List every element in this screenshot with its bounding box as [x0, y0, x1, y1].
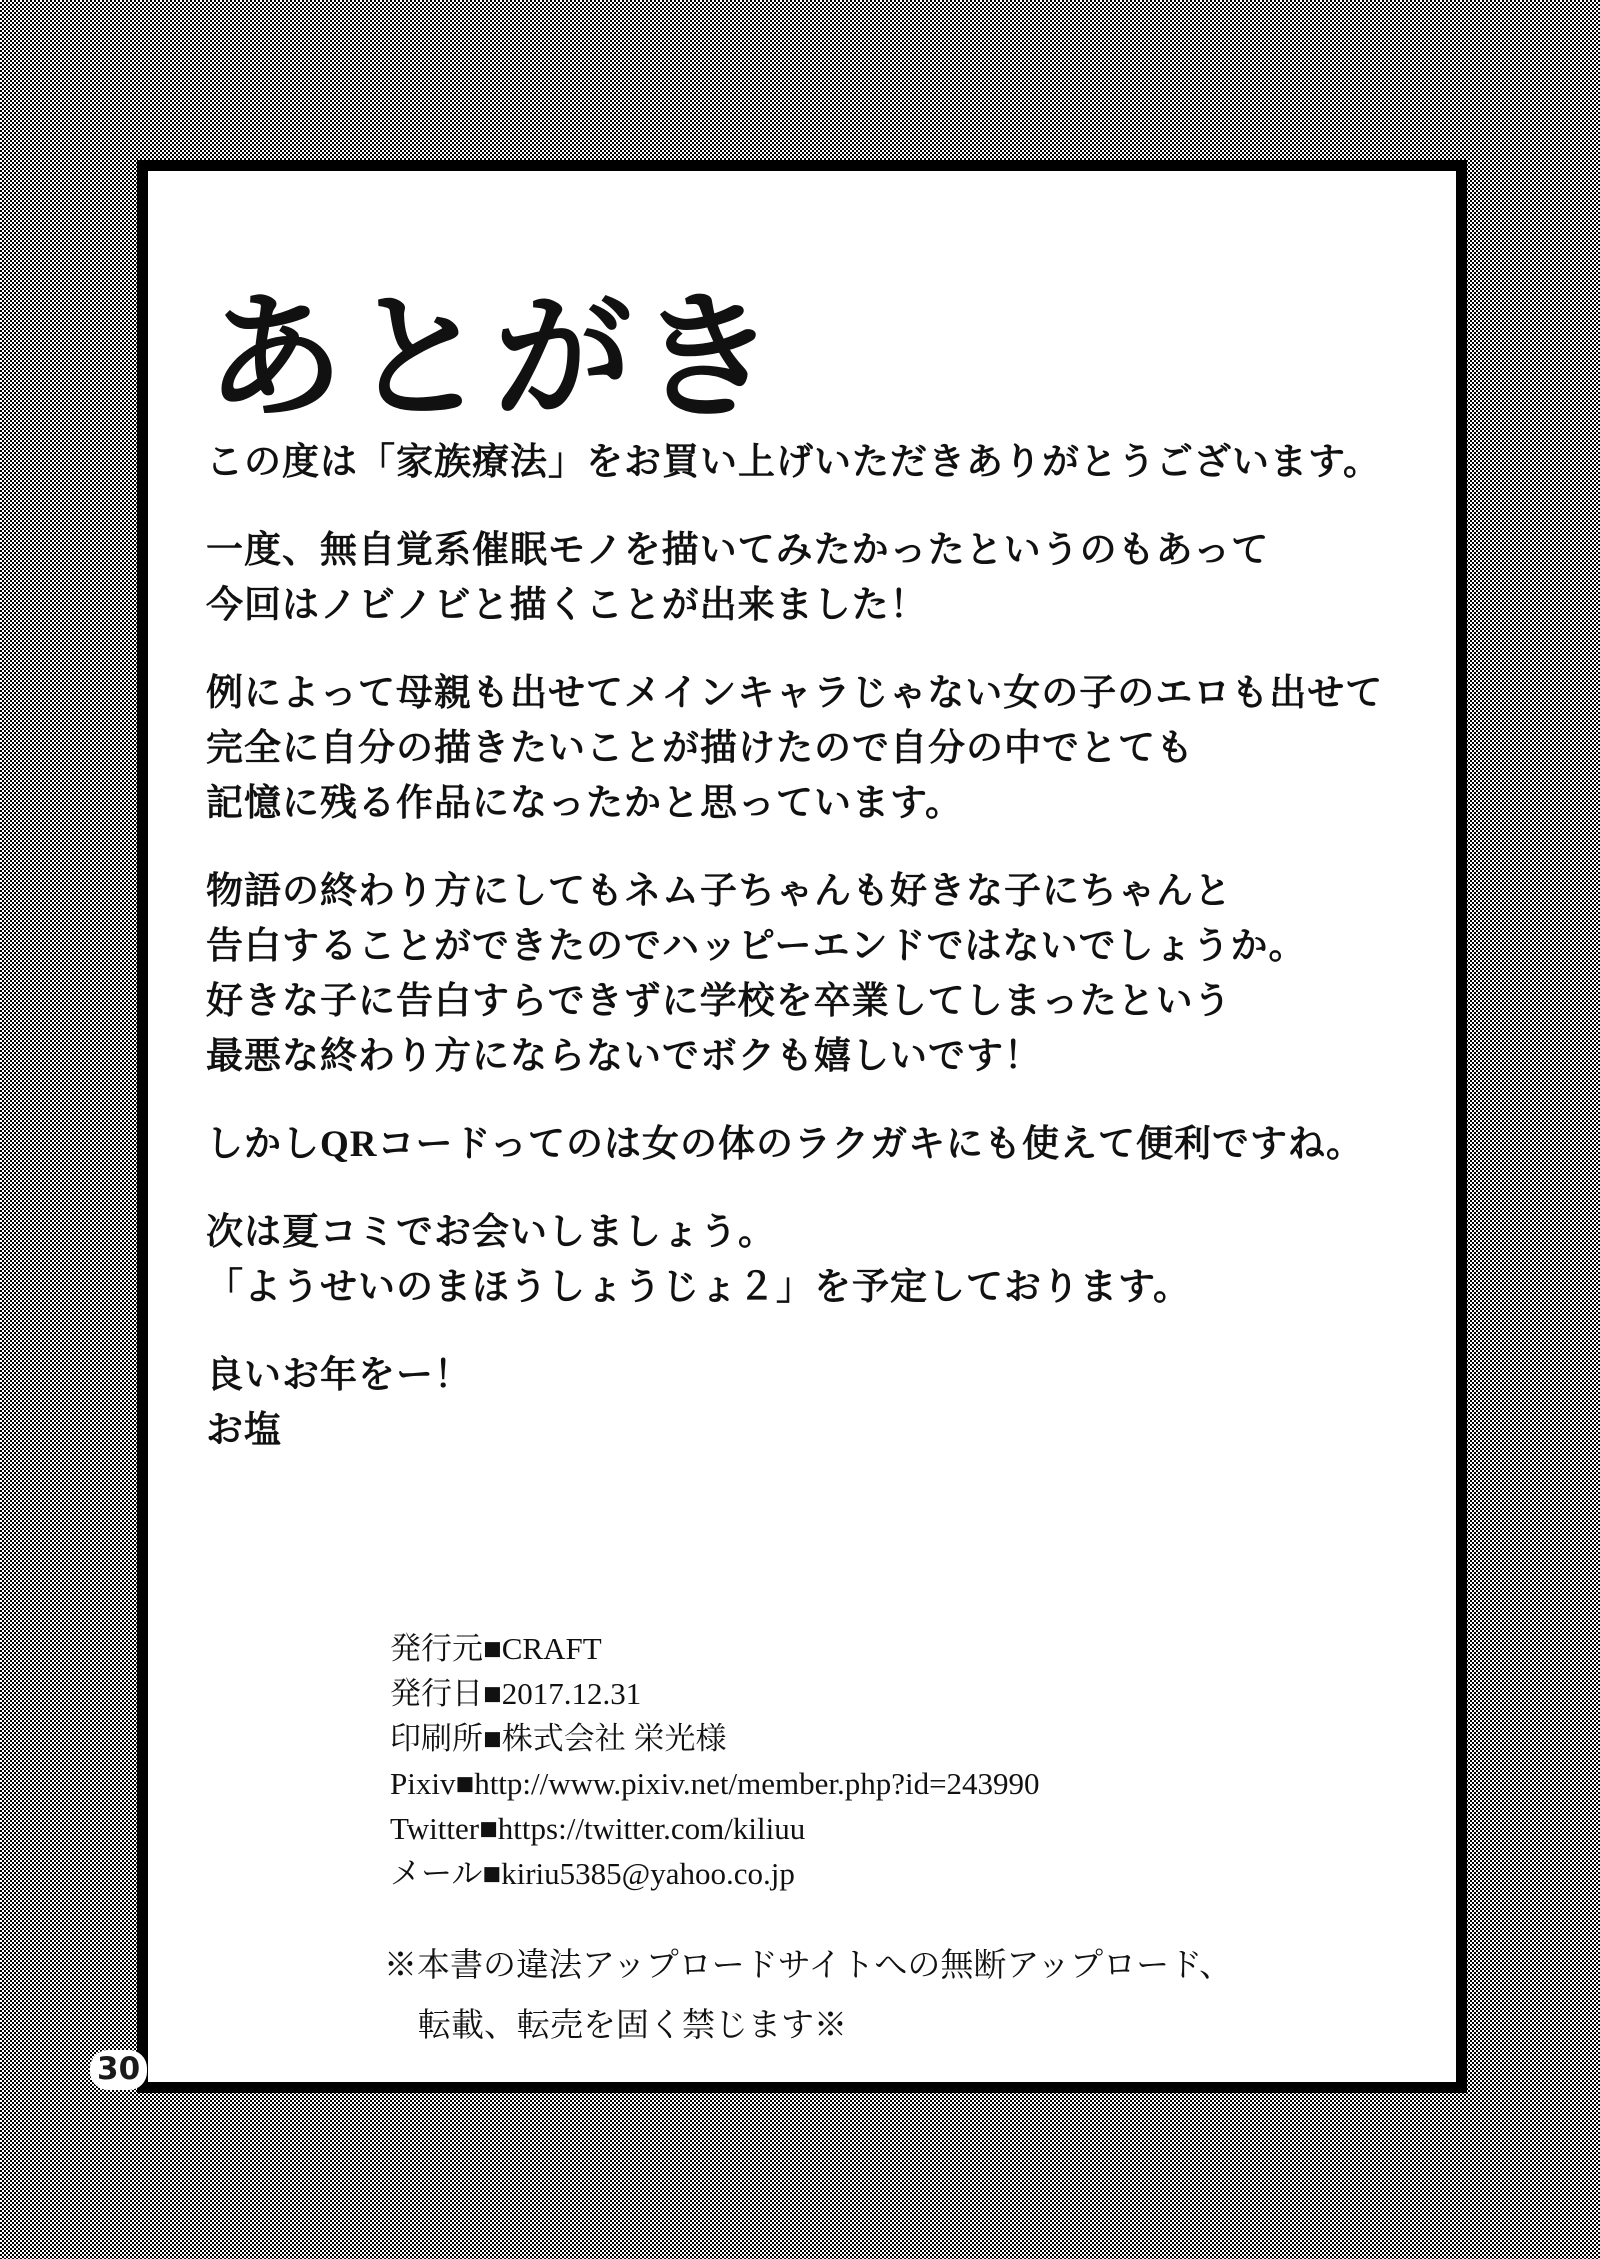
afterword-line: 最悪な終わり方にならないでボクも嬉しいです！: [206, 1036, 1042, 1077]
paragraph-story-ending: [206, 864, 1420, 1084]
colophon-printer: 印刷所■株式会社 栄光様: [390, 1721, 727, 1756]
disclaimer-line: ※本書の違法アップロードサイトへの無断アップロード、: [384, 1948, 1233, 1984]
colophon-email: メール■kiriu5385@yahoo.co.jp: [390, 1856, 795, 1891]
paragraph-next-event: [206, 1205, 1420, 1315]
afterword-title: あとがき: [206, 282, 783, 435]
paragraph-hypno-theme: [206, 523, 1420, 633]
afterword-line: 好きな子に告白すらできずに学校を卒業してしまったという: [206, 981, 1232, 1022]
colophon: [390, 1626, 1420, 1896]
author-signature: お塩: [206, 1410, 282, 1451]
colophon-twitter-url: Twitter■https://twitter.com/kiliuu: [390, 1811, 806, 1846]
afterword-line: 「ようせいのまほうしょうじょ２」を予定しております。: [206, 1267, 1192, 1308]
page-number: 30: [90, 2050, 147, 2090]
paragraph-signoff: [206, 1348, 1420, 1458]
afterword-line: 例によって母親も出せてメインキャラじゃない女の子のエロも出せて: [206, 673, 1384, 714]
afterword-line: 物語の終わり方にしてもネム子ちゃんも好きな子にちゃんと: [206, 871, 1232, 912]
afterword-line: 一度、無自覚系催眠モノを描いてみたかったというのもあって: [206, 530, 1270, 571]
page-frame: [137, 160, 1467, 2093]
afterword-line: 告白することができたのでハッピーエンドではないでしょうか。: [206, 926, 1307, 967]
afterword-line: この度は「家族療法」をお買い上げいただきありがとうございます。: [206, 442, 1382, 483]
paragraph-memorable-work: [206, 666, 1420, 831]
colophon-publish-date: 発行日■2017.12.31: [390, 1676, 642, 1711]
colophon-pixiv-url: Pixiv■http://www.pixiv.net/member.php?id=243990: [390, 1766, 1040, 1801]
afterword-content: [148, 171, 1456, 2082]
paragraph-thanks: [206, 435, 1420, 490]
afterword-line: 良いお年をー！: [206, 1355, 472, 1396]
afterword-line: 今回はノビノビと描くことが出来ました！: [206, 585, 928, 626]
disclaimer-line: 転載、転売を固く禁じます※: [418, 2008, 847, 2044]
afterword-line: 記憶に残る作品になったかと思っています。: [206, 783, 964, 824]
paragraph-qr-code: [206, 1117, 1420, 1172]
afterword-line: 次は夏コミでお会いしましょう。: [206, 1212, 776, 1253]
afterword-line: 完全に自分の描きたいことが描けたので自分の中でとても: [206, 728, 1194, 769]
afterword-line: しかしQRコードってのは女の体のラクガキにも使えて便利ですね。: [206, 1124, 1365, 1165]
colophon-publisher: 発行元■CRAFT: [390, 1631, 602, 1666]
piracy-disclaimer: [384, 1936, 1420, 2056]
